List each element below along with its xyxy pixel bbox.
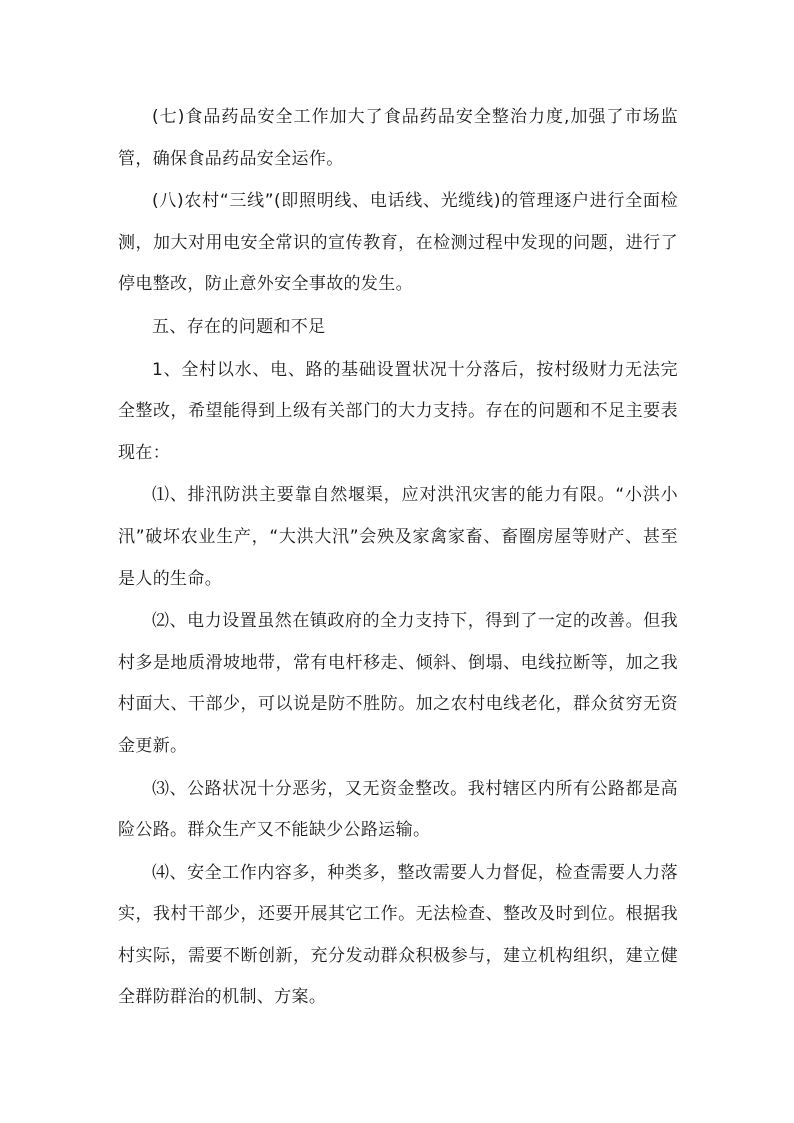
- paragraph-power-facilities: ⑵、电力设置虽然在镇政府的全力支持下，得到了一定的改善。但我村多是地质滑坡地带，常有电杆移走、倾斜、倒塌、电线拉断等，加之我村面大、干部少，可以说是防不胜防。加之农村电线老化，群众贫穷无资金更新。: [118, 611, 678, 756]
- paragraph-safety-workload: ⑷、安全工作内容多，种类多，整改需要人力督促，检查需要人力落实，我村干部少，还要开展其它工作。无法检查、整改及时到位。根据我村实际，需要不断创新，充分发动群众积极参与，建立机构组织，建立健全群防群治的机制、方案。: [118, 862, 678, 1008]
- paragraph-road-conditions: ⑶、公路状况十分恶劣，又无资金整改。我村辖区内所有公路都是高险公路。群众生产又不能缺少公路运输。: [118, 778, 678, 841]
- paragraph-food-drug-safety: (七)食品药品安全工作加大了食品药品安全整治力度,加强了市场监管，确保食品药品安全运作。: [118, 107, 678, 169]
- paragraph-flood-control: ⑴、排汛防洪主要靠自然堰渠，应对洪汛灾害的能力有限。“小洪小汛”破坏农业生产，“大洪大汛”会殃及家禽家畜、畜圈房屋等财产、甚至是人的生命。: [118, 485, 678, 589]
- paragraph-infrastructure: 1、全村以水、电、路的基础设置状况十分落后，按村级财力无法完全整改，希望能得到上级有关部门的大力支持。存在的问题和不足主要表现在：: [118, 359, 678, 463]
- paragraph-rural-three-lines: (八)农村“三线”(即照明线、电话线、光缆线)的管理逐户进行全面检测，加大对用电安全常识的宣传教育，在检测过程中发现的问题，进行了停电整改，防止意外安全事故的发生。: [118, 191, 678, 295]
- section-heading-problems: 五、存在的问题和不足: [152, 316, 326, 337]
- document-body: [118, 97, 678, 1020]
